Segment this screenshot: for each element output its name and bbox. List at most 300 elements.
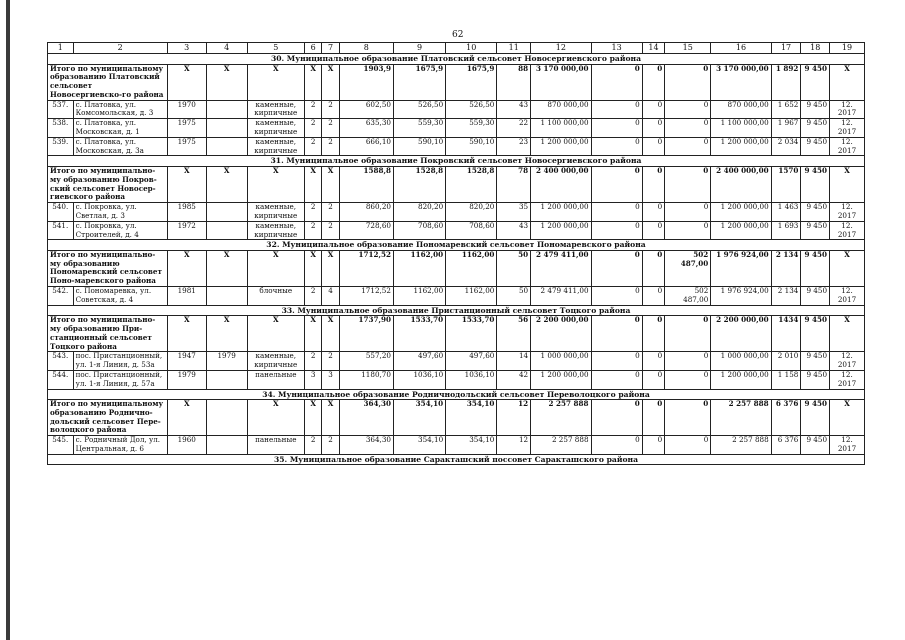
total-cell: X [322,64,339,100]
total-cell: 9 450 [801,250,830,286]
total-cell: 1528,8 [446,166,497,202]
table-body [48,43,865,465]
building-cell: 12. 2017 [830,370,865,389]
total-cell: X [830,250,865,286]
total-cell: 78 [497,166,531,202]
total-cell: X [322,166,339,202]
building-cell: 526,50 [393,100,445,119]
building-cell: 590,10 [446,137,497,156]
building-cell: 2 257 888 [531,436,591,455]
section-heading-row [48,389,865,400]
column-number-cell: 19 [830,43,865,54]
building-cell [206,100,247,119]
total-cell: 1712,52 [339,250,393,286]
total-cell: 1903,9 [339,64,393,100]
building-cell: каменные, кирпичные [247,100,304,119]
column-number-cell: 10 [446,43,497,54]
building-cell: 12 [497,436,531,455]
total-cell: X [247,316,304,352]
building-cell: 12. 2017 [830,100,865,119]
column-number-cell: 11 [497,43,531,54]
building-cell: 0 [665,436,711,455]
building-row [48,370,865,389]
total-cell: 0 [591,400,642,436]
total-cell: X [206,166,247,202]
building-address: пос. Пристанционный, ул. 1-я Линия, д. 57а [73,370,167,389]
building-address: с. Родничный Дол, ул. Центральная, д. 6 [73,436,167,455]
building-cell: 0 [591,370,642,389]
building-cell: 364,30 [339,436,393,455]
row-number: 540. [48,203,74,222]
building-cell: 1985 [167,203,206,222]
building-cell: 0 [591,221,642,240]
total-cell: X [206,250,247,286]
total-cell: 354,10 [393,400,445,436]
building-cell: 0 [665,203,711,222]
total-cell: 2 134 [771,250,801,286]
building-cell: 2 [322,436,339,455]
total-cell: 3 170 000,00 [711,64,771,100]
page-number: 62 [452,30,464,40]
building-cell: 12. 2017 [830,221,865,240]
total-cell: X [322,250,339,286]
building-cell: каменные, кирпичные [247,119,304,138]
building-cell: 1036,10 [446,370,497,389]
building-cell: 9 450 [801,221,830,240]
building-cell: 2 [304,221,321,240]
building-cell: 0 [642,370,665,389]
building-cell: 2 134 [771,287,801,306]
building-cell: 2 257 888 [711,436,771,455]
total-cell: X [247,400,304,436]
municipality-total-row [48,316,865,352]
column-number-cell: 1 [48,43,74,54]
total-cell: 0 [665,316,711,352]
total-cell: X [247,166,304,202]
building-cell: 497,60 [393,352,445,371]
building-cell: 559,30 [446,119,497,138]
total-cell: X [322,400,339,436]
building-cell: 1970 [167,100,206,119]
section-heading-row [48,240,865,251]
building-cell: 43 [497,221,531,240]
building-cell: панельные [247,436,304,455]
building-cell: 2 010 [771,352,801,371]
total-cell: 9 450 [801,400,830,436]
building-cell: 1 100 000,00 [711,119,771,138]
building-cell: 0 [591,100,642,119]
building-cell: каменные, кирпичные [247,221,304,240]
building-cell: 0 [665,119,711,138]
total-cell: X [830,64,865,100]
total-cell: 1 892 [771,64,801,100]
building-cell: 2 [304,352,321,371]
building-cell: 0 [642,352,665,371]
building-cell: 3 [304,370,321,389]
building-cell: 354,10 [446,436,497,455]
building-cell: 1162,00 [393,287,445,306]
column-number-cell: 12 [531,43,591,54]
building-cell: 9 450 [801,203,830,222]
building-address: с. Пономаревка, ул. Советская, д. 4 [73,287,167,306]
column-number-cell: 17 [771,43,801,54]
total-cell: X [247,250,304,286]
building-cell: 9 450 [801,352,830,371]
building-cell: 9 450 [801,100,830,119]
total-cell: 0 [642,400,665,436]
total-cell: 1434 [771,316,801,352]
building-cell: 1947 [167,352,206,371]
building-cell: каменные, кирпичные [247,203,304,222]
building-address: с. Покровка, ул. Строителей, д. 4 [73,221,167,240]
building-cell: 12. 2017 [830,436,865,455]
building-cell: 23 [497,137,531,156]
building-cell: 2 [304,137,321,156]
building-address: с. Платовка, ул. Комсомольская, д. 3 [73,100,167,119]
section-heading: 33. Муниципальное образование Пристанционный сельсовет Тоцкого района [48,305,865,316]
total-cell: 1162,00 [446,250,497,286]
total-cell: 0 [642,250,665,286]
building-row [48,137,865,156]
housing-program-table [47,42,865,465]
building-cell: 4 [322,287,339,306]
section-heading: 30. Муниципальное образование Платовский сельсовет Новосергиевского района [48,54,865,65]
total-cell: 0 [591,64,642,100]
page-edge-bar [6,0,10,640]
total-cell: 56 [497,316,531,352]
building-cell: 557,20 [339,352,393,371]
building-cell: 12. 2017 [830,203,865,222]
row-number: 541. [48,221,74,240]
building-cell: 0 [591,287,642,306]
municipality-total-row [48,64,865,100]
building-cell: 0 [642,203,665,222]
building-cell: 526,50 [446,100,497,119]
total-cell [206,400,247,436]
building-row [48,119,865,138]
building-cell: 0 [591,203,642,222]
building-cell: 1 000 000,00 [531,352,591,371]
building-row [48,287,865,306]
building-cell: 860,20 [339,203,393,222]
building-cell: 0 [665,370,711,389]
total-cell: 1675,9 [393,64,445,100]
total-cell: 1737,90 [339,316,393,352]
total-label: Итого по муниципальному образованию Роднично-дольский сельсовет Пере-волоцкого района [48,400,168,436]
building-address: пос. Пристанционный, ул. 1-я Линия, д. 53а [73,352,167,371]
building-cell: 820,20 [393,203,445,222]
building-cell: 1 693 [771,221,801,240]
building-cell: 0 [591,436,642,455]
total-cell: 0 [591,250,642,286]
total-label: Итого по муниципально-му образованию При-станционный сельсовет Тоцкого района [48,316,168,352]
building-cell: 0 [665,221,711,240]
building-cell: 43 [497,100,531,119]
building-cell: 1981 [167,287,206,306]
building-cell: 0 [642,287,665,306]
total-cell: X [304,250,321,286]
building-cell: 12. 2017 [830,352,865,371]
building-cell [206,287,247,306]
building-cell: 1 463 [771,203,801,222]
column-number-cell: 16 [711,43,771,54]
building-cell: 22 [497,119,531,138]
row-number: 537. [48,100,74,119]
total-cell: 2 257 888 [711,400,771,436]
building-cell: 708,60 [393,221,445,240]
column-number-row [48,43,865,54]
total-cell: 0 [642,316,665,352]
building-cell: 1 200 000,00 [711,370,771,389]
total-cell: X [247,64,304,100]
building-cell [206,221,247,240]
building-cell: 1960 [167,436,206,455]
total-cell: 1533,70 [393,316,445,352]
building-cell: 602,50 [339,100,393,119]
building-cell: 559,30 [393,119,445,138]
building-address: с. Покровка, ул. Светлая, д. 3 [73,203,167,222]
building-cell: 12. 2017 [830,287,865,306]
building-cell [206,370,247,389]
building-cell: 1972 [167,221,206,240]
building-cell: 0 [591,119,642,138]
section-heading-row [48,156,865,167]
total-cell: X [304,166,321,202]
building-cell: 0 [591,137,642,156]
building-cell: 1 976 924,00 [711,287,771,306]
building-row [48,221,865,240]
building-cell: 590,10 [393,137,445,156]
building-cell [206,203,247,222]
total-cell: 88 [497,64,531,100]
column-number-cell: 3 [167,43,206,54]
building-cell: 2 [304,100,321,119]
building-cell: 6 376 [771,436,801,455]
building-row [48,436,865,455]
total-cell: 2 400 000,00 [711,166,771,202]
section-heading-row [48,305,865,316]
building-cell: 1 200 000,00 [711,221,771,240]
total-cell: 1528,8 [393,166,445,202]
building-cell: 2 [322,352,339,371]
total-cell: 1588,8 [339,166,393,202]
building-cell: 2 [304,287,321,306]
building-cell: 12. 2017 [830,137,865,156]
building-cell: 708,60 [446,221,497,240]
building-cell: 0 [642,119,665,138]
building-cell: 1975 [167,119,206,138]
building-cell: 0 [665,137,711,156]
total-cell: 0 [665,400,711,436]
municipality-total-row [48,400,865,436]
building-cell: 2 [322,100,339,119]
building-cell: 1 200 000,00 [531,203,591,222]
building-cell: 1979 [206,352,247,371]
section-heading: 32. Муниципальное образование Пономаревский сельсовет Пономаревского района [48,240,865,251]
section-heading: 31. Муниципальное образование Покровский сельсовет Новосергиевского района [48,156,865,167]
building-cell: 666,10 [339,137,393,156]
total-cell: X [304,316,321,352]
total-cell: 3 170 000,00 [531,64,591,100]
total-cell: 1570 [771,166,801,202]
building-cell: 2 034 [771,137,801,156]
column-number-cell: 5 [247,43,304,54]
building-cell: 0 [642,436,665,455]
building-cell: 1 967 [771,119,801,138]
building-cell: 14 [497,352,531,371]
building-cell: 1 200 000,00 [531,221,591,240]
building-cell: 0 [642,137,665,156]
building-cell: 635,30 [339,119,393,138]
building-cell: 2 [322,137,339,156]
building-cell [206,436,247,455]
section-heading-row [48,54,865,65]
building-cell: 50 [497,287,531,306]
total-cell: 12 [497,400,531,436]
total-cell: 0 [591,166,642,202]
building-cell: 870 000,00 [711,100,771,119]
building-cell: 2 [322,119,339,138]
building-cell: 42 [497,370,531,389]
row-number: 544. [48,370,74,389]
building-cell: 2 [304,119,321,138]
building-cell: 1 200 000,00 [711,137,771,156]
total-cell: 0 [665,64,711,100]
building-cell: 1 200 000,00 [711,203,771,222]
total-cell: X [206,64,247,100]
building-cell: 9 450 [801,436,830,455]
building-cell: 1 652 [771,100,801,119]
building-cell: 0 [591,352,642,371]
building-row [48,352,865,371]
total-label: Итого по муниципально-му образованию Пономаревский сельсовет Поно-маревского района [48,250,168,286]
total-cell: X [206,316,247,352]
building-cell: панельные [247,370,304,389]
building-cell: 1 158 [771,370,801,389]
building-cell: 1 100 000,00 [531,119,591,138]
building-cell: 502 487,00 [665,287,711,306]
building-cell: 1036,10 [393,370,445,389]
section-heading-row [48,454,865,465]
total-cell: 6 376 [771,400,801,436]
municipality-total-row [48,250,865,286]
total-cell: 2 479 411,00 [531,250,591,286]
row-number: 545. [48,436,74,455]
building-cell: 0 [665,352,711,371]
building-cell: 0 [642,100,665,119]
total-cell: 9 450 [801,166,830,202]
total-cell: X [830,316,865,352]
total-cell: X [167,400,206,436]
building-cell: 1979 [167,370,206,389]
total-cell: 502 487,00 [665,250,711,286]
building-cell: 0 [642,221,665,240]
municipality-total-row [48,166,865,202]
total-cell: 2 200 000,00 [531,316,591,352]
total-cell: 364,30 [339,400,393,436]
row-number: 543. [48,352,74,371]
total-cell: 9 450 [801,316,830,352]
building-cell: 9 450 [801,370,830,389]
section-heading: 34. Муниципальное образование Родничнодольский сельсовет Переволоцкого района [48,389,865,400]
building-cell: 2 [304,203,321,222]
total-cell: 354,10 [446,400,497,436]
column-number-cell: 13 [591,43,642,54]
building-cell: 497,60 [446,352,497,371]
total-cell: 9 450 [801,64,830,100]
building-cell: 3 [322,370,339,389]
building-cell: 2 479 411,00 [531,287,591,306]
total-cell: X [167,316,206,352]
building-cell: 820,20 [446,203,497,222]
building-cell: 1162,00 [446,287,497,306]
building-cell: 354,10 [393,436,445,455]
column-number-cell: 18 [801,43,830,54]
total-cell: X [304,64,321,100]
building-cell: 728,60 [339,221,393,240]
building-cell: 2 [322,203,339,222]
building-cell: 0 [665,100,711,119]
building-cell: 870 000,00 [531,100,591,119]
building-cell: 1180,70 [339,370,393,389]
building-address: с. Платовка, ул. Московская, д. 3а [73,137,167,156]
building-cell: 9 450 [801,137,830,156]
total-cell: X [830,166,865,202]
column-number-cell: 2 [73,43,167,54]
total-cell: 2 257 888 [531,400,591,436]
total-cell: 0 [642,166,665,202]
column-number-cell: 6 [304,43,321,54]
total-cell: 0 [665,166,711,202]
total-cell: 1162,00 [393,250,445,286]
building-cell: каменные, кирпичные [247,137,304,156]
building-cell [206,137,247,156]
total-cell: X [167,250,206,286]
building-address: с. Платовка, ул. Московская, д. 1 [73,119,167,138]
building-cell: 1712,52 [339,287,393,306]
total-cell: X [167,64,206,100]
building-row [48,203,865,222]
building-cell: 12. 2017 [830,119,865,138]
total-cell: X [322,316,339,352]
total-cell: 50 [497,250,531,286]
column-number-cell: 15 [665,43,711,54]
column-number-cell: 7 [322,43,339,54]
building-cell: 1 200 000,00 [531,370,591,389]
column-number-cell: 8 [339,43,393,54]
total-label: Итого по муниципальному образованию Платовский сельсовет Новосергиевско-го района [48,64,168,100]
total-label: Итого по муниципально-му образованию Покров-ский сельсовет Новосер-гиевского района [48,166,168,202]
column-number-cell: 9 [393,43,445,54]
building-cell: 1975 [167,137,206,156]
total-cell: 1675,9 [446,64,497,100]
building-cell: каменные, кирпичные [247,352,304,371]
building-cell: 9 450 [801,287,830,306]
building-cell [206,119,247,138]
column-number-cell: 14 [642,43,665,54]
building-cell: 2 [322,221,339,240]
building-cell: 2 [304,436,321,455]
total-cell: 1 976 924,00 [711,250,771,286]
section-heading: 35. Муниципальное образование Саракташский поссовет Саракташского района [48,454,865,465]
total-cell: 1533,70 [446,316,497,352]
column-number-cell: 4 [206,43,247,54]
building-cell: 1 000 000,00 [711,352,771,371]
total-cell: 0 [591,316,642,352]
row-number: 542. [48,287,74,306]
total-cell: X [304,400,321,436]
total-cell: X [167,166,206,202]
